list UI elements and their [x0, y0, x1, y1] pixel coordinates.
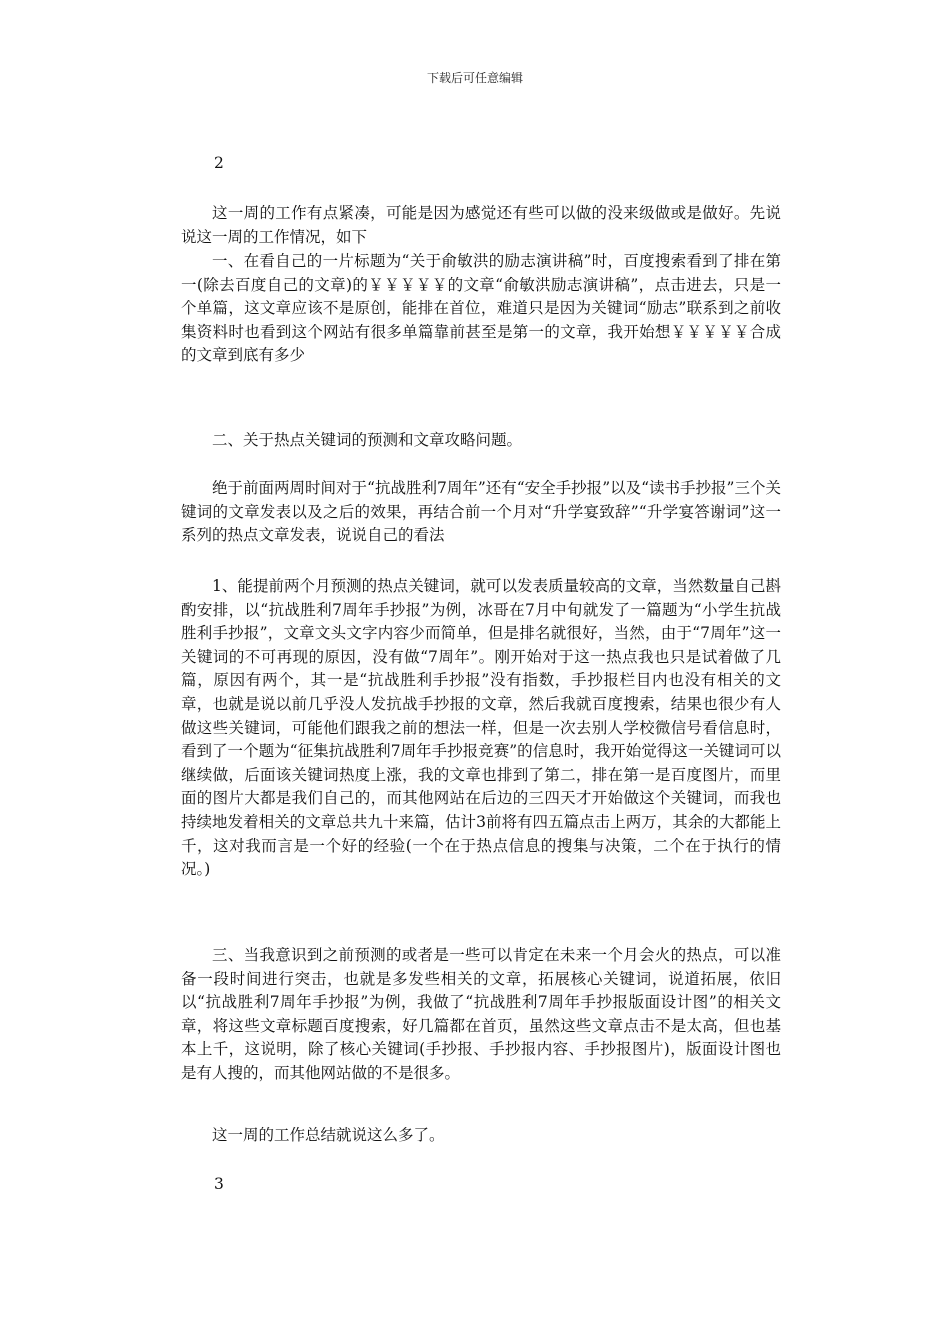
page-number-top: 2: [214, 154, 224, 172]
paragraph-text: 一、在看自己的一片标题为“关于俞敏洪的励志演讲稿”时，百度搜索看到了排在第一(除去百度自己的文章)的￥￥￥￥￥的文章“俞敏洪励志演讲稿”，点击进去，只是一个单篇，这文章应该不是原创，能排在首位，难道只是因为关键词“励志”联系到之前收集资料时也看到这个网站有很多单篇靠前甚至是第一的文章，我开始想￥￥￥￥￥合成的文章到底有多少: [181, 252, 781, 365]
paragraph-section-two-heading: [181, 429, 781, 453]
paragraph-context: [181, 477, 781, 548]
paragraph-section-one: [181, 250, 781, 368]
paragraph-section-three: [181, 944, 781, 1086]
paragraph-text: 绝于前面两周时间对于“抗战胜利7周年”还有“安全手抄报”以及“读书手抄报”三个关键词的文章发表以及之后的效果，再结合前一个月对“升学宴致辞”“升学宴答谢词”这一系列的热点文章发表，说说自己的看法: [181, 479, 781, 545]
page-header: 下载后可任意编辑: [426, 71, 523, 85]
paragraph-closing: [181, 1124, 781, 1148]
paragraph-text: 1、能提前两个月预测的热点关键词，就可以发表质量较高的文章，当然数量自己斟酌安排，以“抗战胜利7周年手抄报”为例，冰哥在7月中旬就发了一篇题为“小学生抗战胜利手抄报”，文章文头文字内容少而简单，但是排名就很好，当然，由于“7周年”这一关键词的不可再现的原因，没有做“7周年”。刚开始对于这一热点我也只是试着做了几篇，原因有两个，其一是“抗战胜利手抄报”没有指数，手抄报栏目内也没有相关的文章，也就是说以前几乎没人发抗战手抄报的文章，然后我就百度搜索，结果也很少有人做这些关键词，可能他们跟我之前的想法一样，但是一次去别人学校微信号看信息时，看到了一个题为“征集抗战胜利7周年手抄报竞赛”的信息时，我开始觉得这一关键词可以继续做，后面该关键词热度上涨，我的文章也排到了第二，排在第一是百度图片，而里面的图片大都是我们自己的，而其他网站在后边的三四天才开始做这个关键词，而我也持续地发着相关的文章总共九十来篇，估计3前将有四五篇点击上两万，其余的大都能上千，这对我而言是一个好的经验(一个在于热点信息的搜集与决策，二个在于执行的情况。): [181, 577, 781, 879]
paragraph-point-one: [181, 575, 781, 882]
paragraph-intro: [181, 202, 781, 249]
paragraph-text: 这一周的工作总结就说这么多了。: [212, 1126, 445, 1144]
paragraph-text: 三、当我意识到之前预测的或者是一些可以肯定在未来一个月会火的热点，可以准备一段时间进行突击，也就是多发些相关的文章，拓展核心关键词，说道拓展，依旧以“抗战胜利7周年手抄报”为例，我做了“抗战胜利7周年手抄报版面设计图”的相关文章，将这些文章标题百度搜索，好几篇都在首页，虽然这些文章点击不是太高，但也基本上千，这说明，除了核心关键词(手抄报、手抄报内容、手抄报图片)，版面设计图也是有人搜的，而其他网站做的不是很多。: [181, 946, 781, 1082]
paragraph-text: 这一周的工作有点紧凑，可能是因为感觉还有些可以做的没来级做或是做好。先说说这一周的工作情况，如下: [181, 204, 781, 246]
page-number-bottom: 3: [214, 1175, 224, 1193]
paragraph-text: 二、关于热点关键词的预测和文章攻略问题。: [212, 431, 523, 449]
